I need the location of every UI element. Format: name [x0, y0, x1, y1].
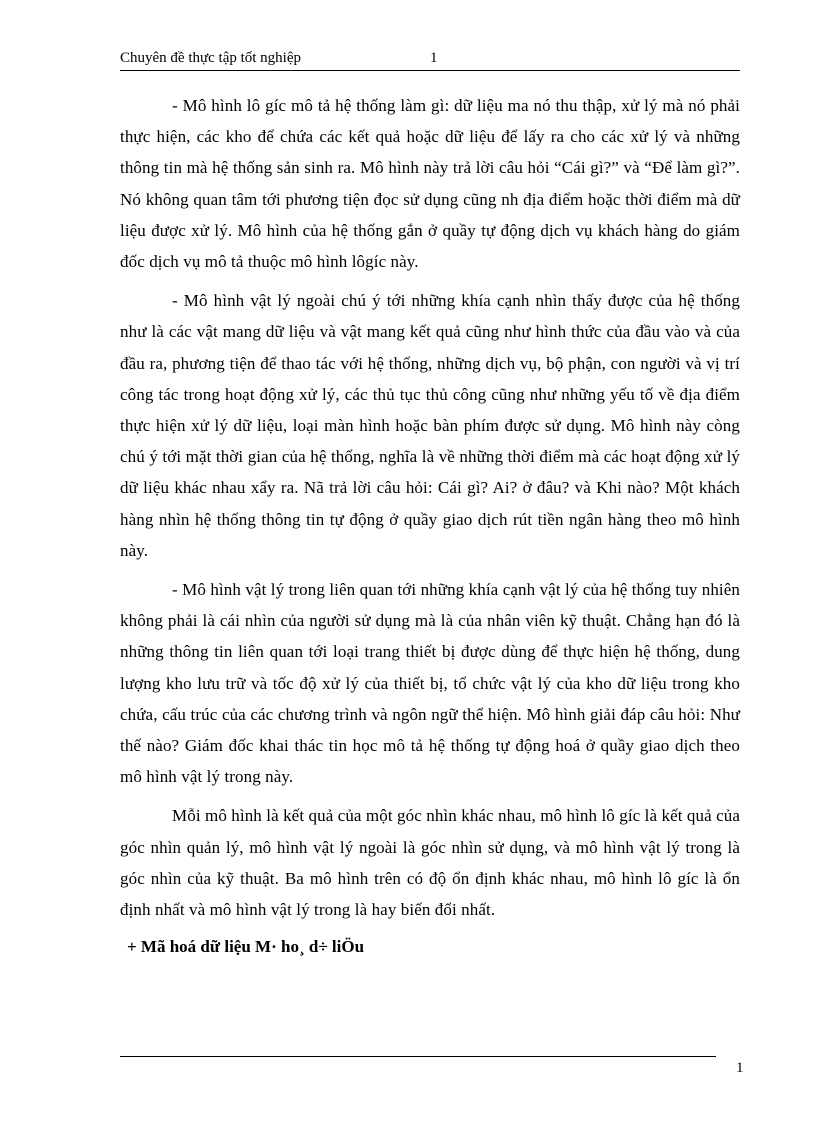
footer-page-number: 1	[736, 1060, 744, 1076]
paragraph-external-physical-model: - Mô hình vật lý ngoài chú ý tới những khía cạnh nhìn thấy được của hệ thống như là các vật mang dữ liệu và vật mang kết quả cũng như hình thức của đầu vào và của đầu ra, phương tiện để thao tác với hệ thống, những dịch vụ, bộ phận, con người và vị trí công tác trong hoạt động xử lý, các thủ tục thủ công cũng như những yếu tố về địa điểm thực hiện xử lý dữ liệu, loại màn hình hoặc bàn phím được sử dụng. Mô hình này còng chú ý tới mặt thời gian của hệ thống, nghĩa là về những thời điểm mà các hoạt động xử lý dữ liệu khác nhau xẩy ra. Nã trả lời câu hỏi: Cái gì? Ai? ở đâu? và Khi nào? Một khách hàng nhìn hệ thống thông tin tự động ở quầy giao dịch rút tiền ngân hàng theo mô hình này.	[120, 291, 740, 560]
section-heading-data-encoding: + Mã hoá dữ liệu M· ho¸ d÷ liÖu	[127, 937, 365, 957]
header-page-number: 1	[430, 50, 438, 66]
paragraph-internal-physical-model: - Mô hình vật lý trong liên quan tới những khía cạnh vật lý của hệ thống tuy nhiên không phải là cái nhìn của người sử dụng mà là của nhân viên kỹ thuật. Chẳng hạn đó là những thông tin liên quan tới loại trang thiết bị được dùng để thực hiện hệ thống, dung lượng kho lưu trữ và tốc độ xử lý của thiết bị, tổ chức vật lý của kho dữ liệu trong kho chứa, cấu trúc của các chương trình và ngôn ngữ thể hiện. Mô hình giải đáp câu hỏi: Như thế nào? Giám đốc khai thác tin học mô tả hệ thống tự động hoá ở quầy giao dịch theo mô hình vật lý trong này.	[120, 580, 740, 787]
footer-divider	[120, 1056, 716, 1057]
document-body	[120, 90, 740, 961]
paragraph-logical-model: - Mô hình lô gíc mô tả hệ thống làm gì: dữ liệu ma nó thu thập, xử lý mà nó phải thực hiện, các kho để chứa các kết quả hoặc dữ liệu để lấy ra cho các xử lý và những thông tin mà hệ thống sản sinh ra. Mô hình này trả lời câu hỏi “Cái gì?” và “Để làm gì?”. Nó không quan tâm tới phương tiện đọc sử dụng cũng nh địa điểm hoặc thời điểm mà dữ liệu được xử lý. Mô hình của hệ thống gắn ở quầy tự động dịch vụ khách hàng do giám đốc dịch vụ mô tả thuộc mô hình lôgíc này.	[120, 96, 740, 272]
header-title: Chuyên đề thực tập tốt nghiệp	[120, 50, 302, 66]
paragraph-model-comparison: Mỗi mô hình là kết quả của một góc nhìn khác nhau, mô hình lô gíc là kết quả của góc nhìn quản lý, mô hình vật lý ngoài là góc nhìn sử dụng, và mô hình vật lý trong là góc nhìn của kỹ thuật. Ba mô hình trên có độ ổn định khác nhau, mô hình lô gíc là ổn định nhất và mô hình vật lý trong là hay biến đổi nhất.	[120, 806, 740, 920]
page-header	[120, 48, 740, 71]
